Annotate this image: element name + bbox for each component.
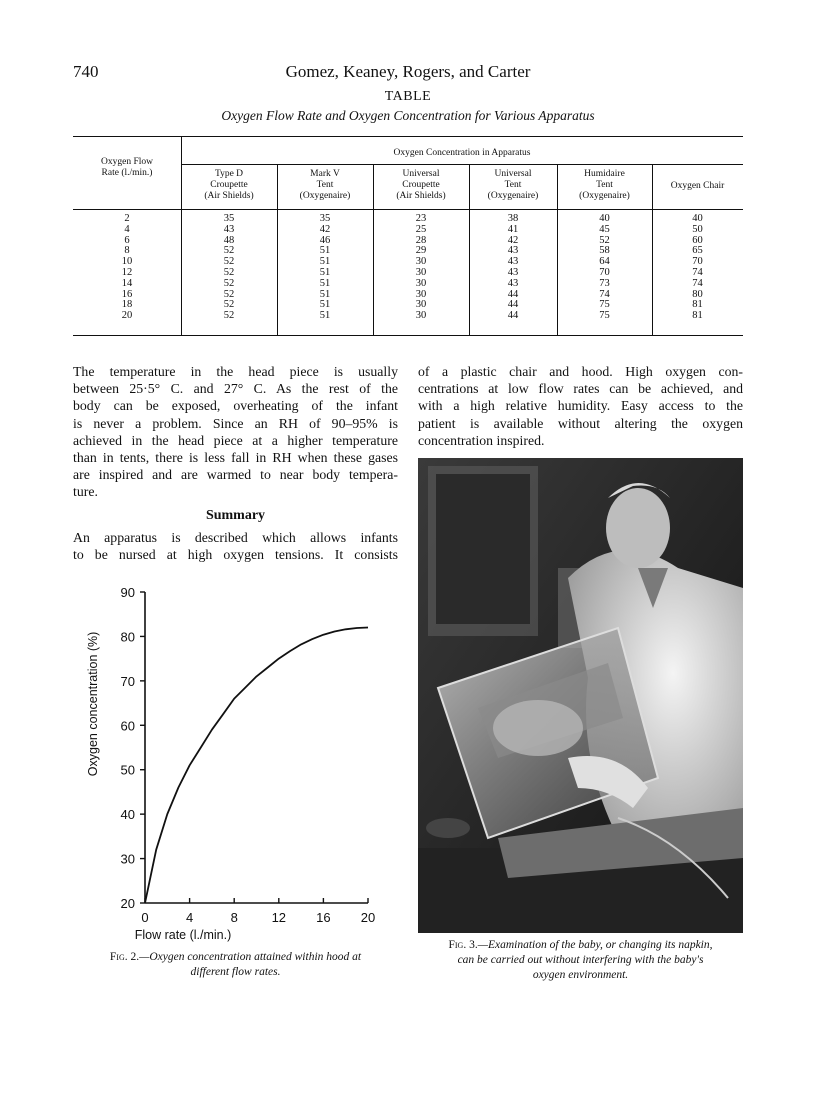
text-line: with a high relative humidity. Easy access to the [418,398,743,414]
table-cell: 64 [599,256,610,268]
y-tick-label: 70 [120,673,135,689]
figure-2-caption [73,950,398,980]
table-cell: 45 [599,223,610,235]
table-cell: 35 [319,213,331,224]
text-line: between 25·5° C. and 27° C. As the rest of the [73,381,398,397]
table-label: TABLE [384,89,432,104]
table-row-header-cell: 12 [121,267,133,278]
table-cell: 30 [415,267,427,278]
table-row-header-cell: 14 [121,277,133,289]
table-cell: 42 [507,234,519,246]
table-cell: 28 [415,234,427,246]
column-header-line: (Oxygenaire) [299,191,351,201]
summary-paragraph [73,529,398,563]
caption-text: —Oxygen concentration attained within hood at [139,951,362,963]
text-line: are inspired and are warmed to near body tempera- [73,467,398,483]
table-cell: 74 [692,277,703,289]
right-paragraph [418,363,743,449]
column-header-line: (Oxygenaire) [487,191,539,201]
table-cell: 75 [599,299,610,311]
column-header-line: (Air Shields) [204,191,254,201]
table-cell: 48 [223,234,235,246]
table-cell: 52 [223,245,235,257]
figure-3-photo [418,458,743,933]
x-axis-label: Flow rate (l./min.) [134,928,232,942]
table-cell: 51 [319,277,331,289]
table-cell: 43 [507,245,519,257]
column-header-line: Oxygen Chair [670,181,725,191]
text-line: centrations at low flow rates can be achieved, and [418,381,743,397]
table-cell: 51 [319,256,331,268]
table-cell: 50 [692,223,703,235]
column-header [557,169,652,202]
table-cell: 40 [692,213,703,224]
table-cell: 73 [599,277,610,289]
column-header-line: Humidaire [584,169,625,179]
table-row-header-cell: 10 [121,256,133,268]
column-header [181,169,277,202]
column-header [277,169,373,202]
column-header-line: Tent [316,180,334,190]
table-cell: 81 [692,310,703,322]
table-cell: 43 [223,223,235,235]
baby [493,700,583,756]
table-cell: 58 [599,245,610,257]
text-line: is never a problem. Since an RH of 90–95% is [73,415,398,431]
table-cell: 52 [223,277,235,289]
table-bottom-rule [73,335,743,336]
table-cell: 40 [599,213,610,224]
table-cell: 44 [507,310,519,322]
table-cell: 51 [319,245,331,257]
table-cell: 43 [507,277,519,289]
page-number: 740 [73,62,99,81]
y-tick-label: 30 [120,851,135,867]
table-cell: 38 [507,213,519,224]
column-header [469,169,557,202]
caption-text: —Examination of the baby, or changing its napkin, [477,939,713,951]
table-cell: 74 [599,288,610,300]
column-header-line: Type D [214,169,244,179]
table-cell: 74 [692,267,703,278]
table-header-rule [73,209,743,210]
table-row-header-cell: 16 [121,288,133,300]
x-tick-label: 12 [271,910,287,925]
table-cell: 30 [415,299,427,311]
figure-2-label: Fig. 2. [109,951,140,963]
text-line: of a plastic chair and hood. High oxygen con- [418,364,743,379]
column-header [373,169,469,202]
table-cell: 23 [415,213,427,224]
table-cell: 60 [692,234,703,246]
table-cell: 25 [415,223,427,235]
table-cell: 41 [507,223,519,235]
running-head-authors: Gomez, Keaney, Rogers, and Carter [285,62,531,81]
table-cell: 30 [415,256,427,268]
table-cell: 44 [507,288,519,300]
table-cell: 75 [599,310,610,322]
table-cell: 30 [415,288,427,300]
y-tick-label: 50 [120,762,135,778]
table-row-header-cell: 2 [124,213,130,224]
text-line: concentration inspired. [418,432,545,448]
column-header-line: Tent [504,180,522,190]
column-header-line: (Oxygenaire) [579,191,630,201]
table-cell: 42 [319,223,331,235]
text-line: The temperature in the head piece is usually [73,364,398,379]
text-line: patient is available without altering the oxygen [418,415,743,431]
table-row-header-cell: 20 [121,310,133,322]
table-cell: 52 [223,299,235,311]
y-tick-label: 40 [120,807,135,823]
column-header-line: Universal [494,169,532,179]
table-cell: 80 [692,288,703,300]
x-tick-label: 20 [360,910,376,925]
table-cell: 52 [223,288,235,300]
column-header-line: Croupette [402,180,440,190]
y-tick-label: 20 [120,896,135,911]
row-header-line: Oxygen Flow [101,157,153,167]
table-top-rule [73,136,743,137]
table-cell: 52 [223,256,235,268]
table-cell: 51 [319,299,331,311]
row-header [73,157,181,179]
caption-text: oxygen environment. [532,969,629,981]
figure-2-chart [73,575,403,945]
left-paragraph [73,363,398,501]
table-cell: 52 [223,267,235,278]
figure-3-label: Fig. 3. [448,939,478,951]
x-tick-label: 4 [185,910,194,925]
table-cell: 65 [692,245,703,257]
table-row-header-cell: 6 [124,234,130,246]
table-cell: 52 [599,234,610,246]
table-row-header-cell: 18 [121,299,133,311]
figure-3-caption [408,938,753,983]
series-line [145,628,368,904]
x-tick-label: 0 [141,910,149,925]
y-tick-label: 60 [120,718,135,734]
y-tick-label: 80 [120,629,135,645]
table-row-header-cell: 4 [124,223,130,235]
column-header-line: Croupette [210,180,248,190]
column-header-line: Universal [402,169,440,179]
table-cell: 81 [692,299,703,311]
y-axis-label: Oxygen concentration (%) [86,631,100,777]
table-cell: 44 [507,299,519,311]
group-header: Oxygen Concentration in Apparatus [393,148,531,158]
table-cell: 51 [319,267,331,278]
column-header-line: Mark V [310,169,340,179]
table-cell: 46 [319,234,331,246]
table-cell: 52 [223,310,235,322]
x-tick-label: 16 [316,910,331,925]
column-header-line: Tent [596,180,613,190]
text-line: body can be exposed, overheating of the infant [73,398,398,414]
y-tick-label: 90 [120,585,135,600]
table-row-header-cell: 8 [124,245,130,257]
table-cell: 51 [319,310,331,322]
table-cell: 30 [415,310,427,322]
text-line: to be nursed at high oxygen tensions. It consists [73,547,398,563]
table-cell: 29 [415,245,427,257]
text-line: achieved in the head piece at a higher temperature [73,432,398,448]
caption-text: can be carried out without interfering with the baby's [457,954,704,966]
table-cell: 70 [692,256,703,268]
x-tick-label: 8 [230,910,238,925]
caption-text: different flow rates. [190,966,281,978]
text-line: ture. [73,484,98,500]
doctor-head [606,488,670,568]
table-group-rule [181,164,743,165]
table-cell: 51 [319,288,331,300]
bowl [426,818,470,838]
window-pane [436,474,530,624]
column-header [652,181,743,192]
table-cell: 43 [507,256,519,268]
table-cell: 35 [223,213,235,224]
table-cell: 70 [599,267,610,278]
column-header-line: (Air Shields) [396,191,446,201]
table-caption: Oxygen Flow Rate and Oxygen Concentration for Various Apparatus [221,108,595,123]
row-header-line: Rate (l./min.) [101,168,153,178]
table-cell: 43 [507,267,519,278]
table-cell: 30 [415,277,427,289]
text-line: An apparatus is described which allows infants [73,530,398,545]
text-line: than in tents, there is less fall in RH when these gases [73,450,398,466]
summary-heading: Summary [205,508,266,523]
